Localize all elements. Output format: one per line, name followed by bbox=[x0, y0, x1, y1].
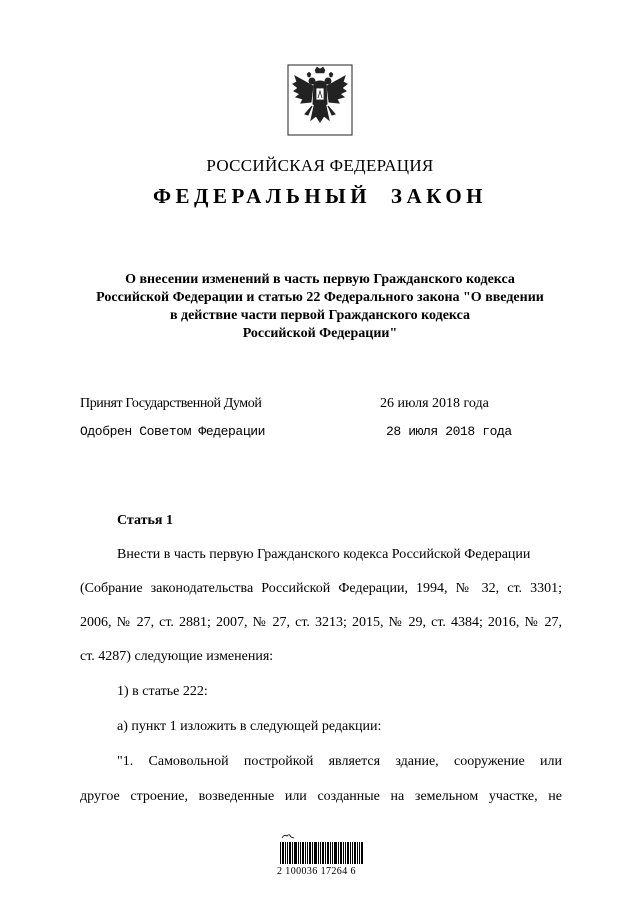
duma-adoption-label: Принят Государственной Думой bbox=[80, 396, 262, 411]
document-barcode bbox=[278, 832, 368, 892]
subject-line: в действие части первой Гражданского кодекса bbox=[169, 308, 471, 323]
article-text-line: "1. Самовольной постройкой является здание, сооружение или bbox=[117, 754, 562, 769]
article-text-line: 1) в статье 222: bbox=[117, 684, 208, 699]
council-approval-label: Одобрен Советом Федерации bbox=[80, 424, 266, 439]
article-text-line: другое строение, возведенные или созданные на земельном участке, не bbox=[80, 789, 562, 804]
subject-line: Российской Федерации" bbox=[242, 326, 398, 341]
article-heading: Статья 1 bbox=[117, 513, 173, 528]
article-text-line: а) пункт 1 изложить в следующей редакции: bbox=[117, 719, 382, 734]
article-text-line: (Собрание законодательства Российской Федерации, 1994, № 32, ст. 3301; bbox=[80, 581, 562, 596]
law-type-title: ФЕДЕРАЛЬНЫЙ ЗАКОН bbox=[153, 184, 487, 208]
barcode-number: 2 100036 17264 6 bbox=[277, 866, 356, 877]
law-subject-title bbox=[0, 271, 640, 343]
country-name: РОССИЙСКАЯ ФЕДЕРАЦИЯ bbox=[206, 156, 434, 175]
subject-line: Российской Федерации и статью 22 Федерального закона "О введении bbox=[96, 290, 544, 305]
council-approval-date: 28 июля 2018 года bbox=[386, 424, 512, 439]
article-text-line: 2006, № 27, ст. 2881; 2007, № 27, ст. 3213; 2015, № 29, ст. 4384; 2016, № 27, bbox=[80, 615, 562, 630]
subject-line: О внесении изменений в часть первую Гражданского кодекса bbox=[125, 272, 515, 287]
article-text-line: ст. 4287) следующие изменения: bbox=[80, 649, 274, 664]
article-text-line: Внести в часть первую Гражданского кодекса Российской Федерации bbox=[117, 547, 531, 562]
duma-adoption-date: 26 июля 2018 года bbox=[380, 396, 489, 411]
russian-coat-of-arms-emblem bbox=[287, 64, 353, 136]
